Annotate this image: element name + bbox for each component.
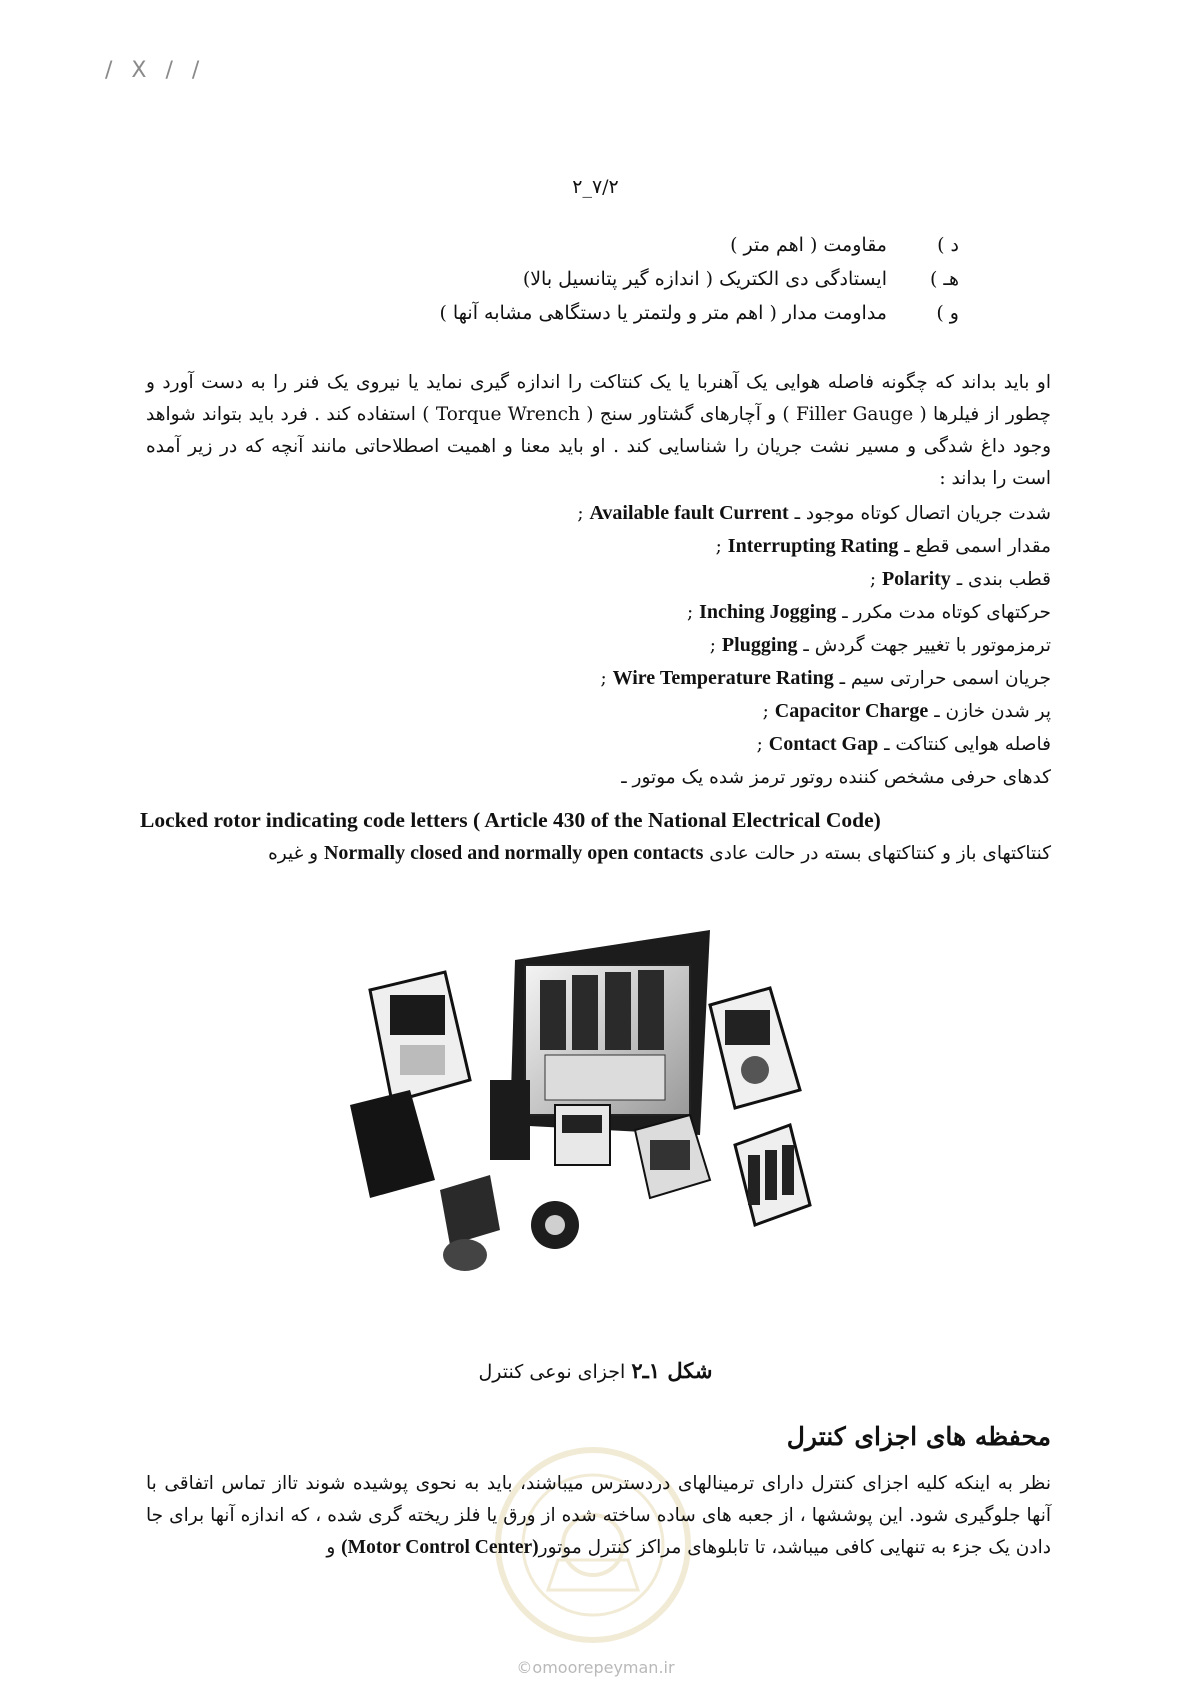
contactor-block-image xyxy=(735,1125,810,1225)
paragraph-skills: او باید بداند که چگونه فاصله هوایی یک آهنربا یا یک کنتاکت را اندازه گیری نماید یا نیروی یک فنر را به دست آورد و چطور از فیلرها ( Filler Gauge ) و آچارهای گشتاور سنج ( Torque Wrench ) استفاده کند . فرد باید بتواند شواهد وجود داغ شدگی و مسیر نشت جریان را شناسایی کند . او باید معنا و اهمیت اصطلاحاتی مانند آنچه که در زیر آمده است را بداند : xyxy=(146,372,1051,489)
term-item xyxy=(146,563,1051,596)
term-item xyxy=(146,695,1051,728)
term-end: ; xyxy=(869,569,882,590)
contacts-etc: و غیره xyxy=(268,843,319,864)
term-fa: ترمزموتور با تغییر جهت گردش ـ xyxy=(803,635,1051,656)
list-text: مقاومت ( اهم متر ) xyxy=(730,234,887,256)
contacts-line xyxy=(146,842,1051,865)
term-fa: پر شدن خازن ـ xyxy=(934,701,1051,722)
term-fa: حرکتهای کوتاه مدت مکرر ـ xyxy=(842,602,1051,623)
margin-scribble: / X / / xyxy=(105,58,206,83)
term-end: ; xyxy=(715,536,728,557)
term-en: Interrupting Rating xyxy=(727,535,899,557)
push-button-image xyxy=(440,1175,579,1271)
paragraph-enclosures-en: (Motor Control Center) xyxy=(341,1537,539,1558)
paragraph-enclosures xyxy=(146,1468,1051,1564)
paragraph-enclosures-end: و xyxy=(326,1537,342,1558)
term-item xyxy=(146,761,1051,794)
figure-caption-text: اجزای نوعی کنترل xyxy=(478,1361,626,1383)
term-en: Capacitor Charge xyxy=(774,700,929,722)
term-end: ; xyxy=(762,701,775,722)
term-en: Polarity xyxy=(881,568,951,590)
term-fa: کدهای حرفی مشخص کننده روتور ترمز شده یک موتور ـ xyxy=(621,767,1051,788)
list-item xyxy=(259,228,959,262)
term-end: ; xyxy=(756,734,769,755)
control-components-photo xyxy=(350,930,870,1300)
terms-list xyxy=(146,497,1051,794)
starter-right-image xyxy=(710,988,800,1108)
term-item xyxy=(146,497,1051,530)
term-item xyxy=(146,629,1051,662)
list-marker: و ) xyxy=(936,302,959,324)
term-fa: شدت جریان اتصال کوتاه موجود ـ xyxy=(794,503,1051,524)
term-en: Available fault Current xyxy=(589,502,789,524)
watermark-text: omoorepeyman.ir xyxy=(532,1658,675,1677)
term-end: ; xyxy=(709,635,722,656)
term-en: Inching Jogging xyxy=(699,601,837,623)
term-item xyxy=(146,596,1051,629)
relay-left-image xyxy=(370,972,470,1102)
contacts-fa: کنتاکتهای باز و کنتاکتهای بسته در حالت عادی xyxy=(709,843,1051,864)
term-item xyxy=(146,728,1051,761)
list-marker: هـ ) xyxy=(929,268,959,290)
term-end: ; xyxy=(686,602,700,623)
term-fa: قطب بندی ـ xyxy=(956,569,1051,590)
list-text: ایستادگی دی الکتریک ( اندازه گیر پتانسیل بالا) xyxy=(522,268,887,290)
term-fa: مقدار اسمی قطع ـ xyxy=(904,536,1051,557)
copyright-icon: © xyxy=(516,1658,533,1677)
term-fa: فاصله هوایی کنتاکت ـ xyxy=(884,734,1051,755)
list-item xyxy=(259,296,959,330)
page-number: ۷/۲_۲ xyxy=(572,176,619,198)
watermark-url xyxy=(0,1658,1191,1677)
figure-label: شکل ۱ـ۲ xyxy=(631,1358,713,1383)
list-marker: د ) xyxy=(937,234,959,256)
term-item xyxy=(146,662,1051,695)
black-box-image xyxy=(350,1090,435,1198)
term-end: ; xyxy=(577,503,590,524)
measurement-list xyxy=(259,228,959,330)
section-heading: محفظه های اجزای کنترل xyxy=(786,1422,1051,1451)
locked-rotor-line: Locked rotor indicating code letters ( Article 430 of the National Electrical Code) xyxy=(140,808,881,832)
figure-caption xyxy=(0,1358,1191,1383)
contacts-en: Normally closed and normally open contacts xyxy=(323,842,704,864)
term-end: ; xyxy=(600,668,613,689)
term-en: Wire Temperature Rating xyxy=(612,667,834,689)
term-en: Contact Gap xyxy=(768,733,879,755)
term-en: Plugging xyxy=(721,634,798,656)
list-text: مداومت مدار ( اهم متر و ولتمتر یا دستگاهی مشابه آنها ) xyxy=(439,302,887,324)
list-item xyxy=(259,262,959,296)
paragraph-enclosures-text: نظر به اینکه کلیه اجزای کنترل دارای ترمینالهای دردسترس میباشند، باید به نحوی پوشیده شوند تااز تماس اتفاقی با آنها جلوگیری شود. این پوششها ، از جعبه های ساده ساخته شده از ورق یا فلز ریخته گری شده ، که اندازه آنها برای جا دادن یک جزء به تنهایی کافی میباشد، تا تابلوهای مراکز کنترل موتور xyxy=(146,1473,1051,1558)
term-item xyxy=(146,530,1051,563)
term-fa: جریان اسمی حرارتی سیم ـ xyxy=(839,668,1051,689)
